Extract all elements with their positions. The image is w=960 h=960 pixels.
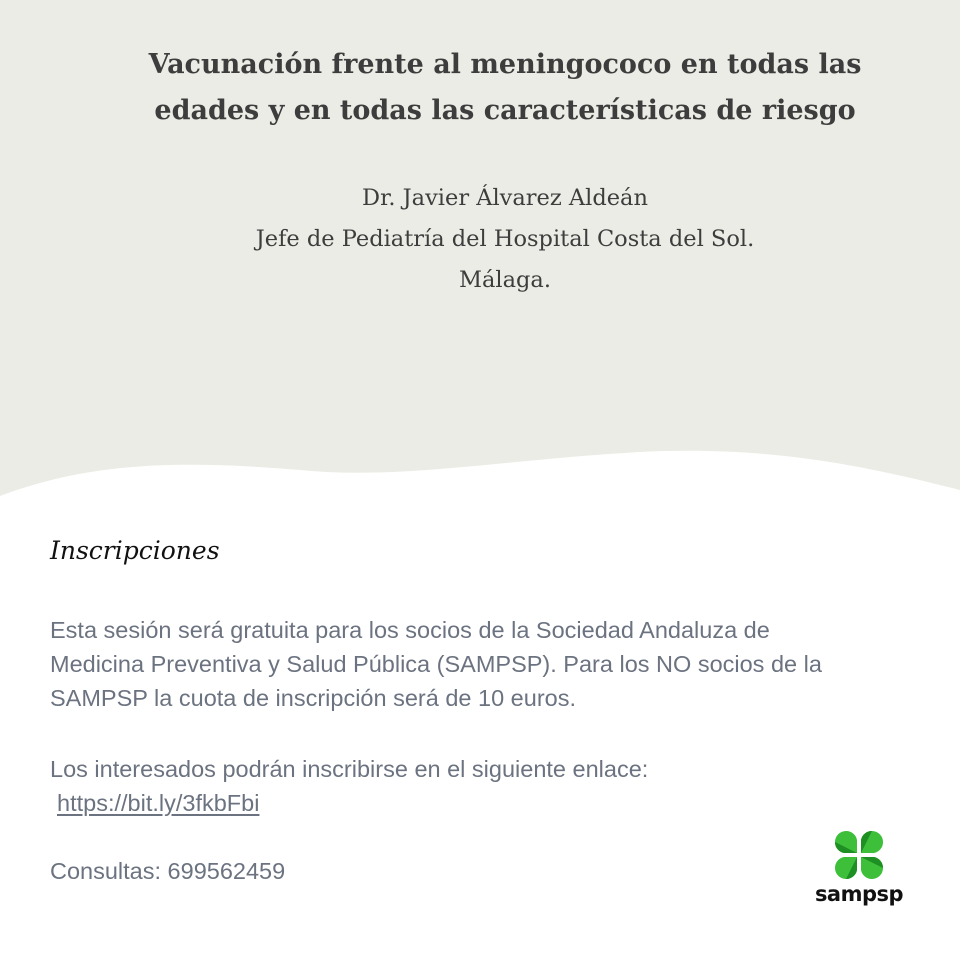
contact-phone: Consultas: 699562459 (50, 858, 286, 884)
registration-link[interactable]: https://bit.ly/3fkbFbi (57, 790, 260, 816)
speaker-name: Dr. Javier Álvarez Aldeán (362, 185, 648, 211)
paragraph-line: Medicina Preventiva y Salud Pública (SAMPSP). Para los NO socios de la (50, 651, 822, 677)
event-title-line: edades y en todas las características de riesgo (154, 95, 856, 126)
speaker-location: Málaga. (458, 267, 552, 293)
registration-heading: Inscripciones (50, 536, 220, 565)
logo-wordmark: sampsp (814, 882, 904, 906)
registration-instructions: Los interesados podrán inscribirse en el siguiente enlace: (50, 756, 649, 782)
speaker-info (140, 178, 870, 301)
paragraph-line: SAMPSP la cuota de inscripción será de 10 euros. (50, 685, 576, 711)
paragraph-line: Esta sesión será gratuita para los socios de la Sociedad Andaluza de (50, 617, 770, 643)
speaker-role: Jefe de Pediatría del Hospital Costa del Sol. (255, 226, 755, 252)
four-leaf-clover-icon (834, 830, 884, 880)
registration-fee-paragraph (50, 613, 930, 715)
sampsp-logo (812, 830, 906, 916)
event-title (140, 42, 870, 134)
event-title-line: Vacunación frente al meningococo en todas las (148, 49, 862, 80)
